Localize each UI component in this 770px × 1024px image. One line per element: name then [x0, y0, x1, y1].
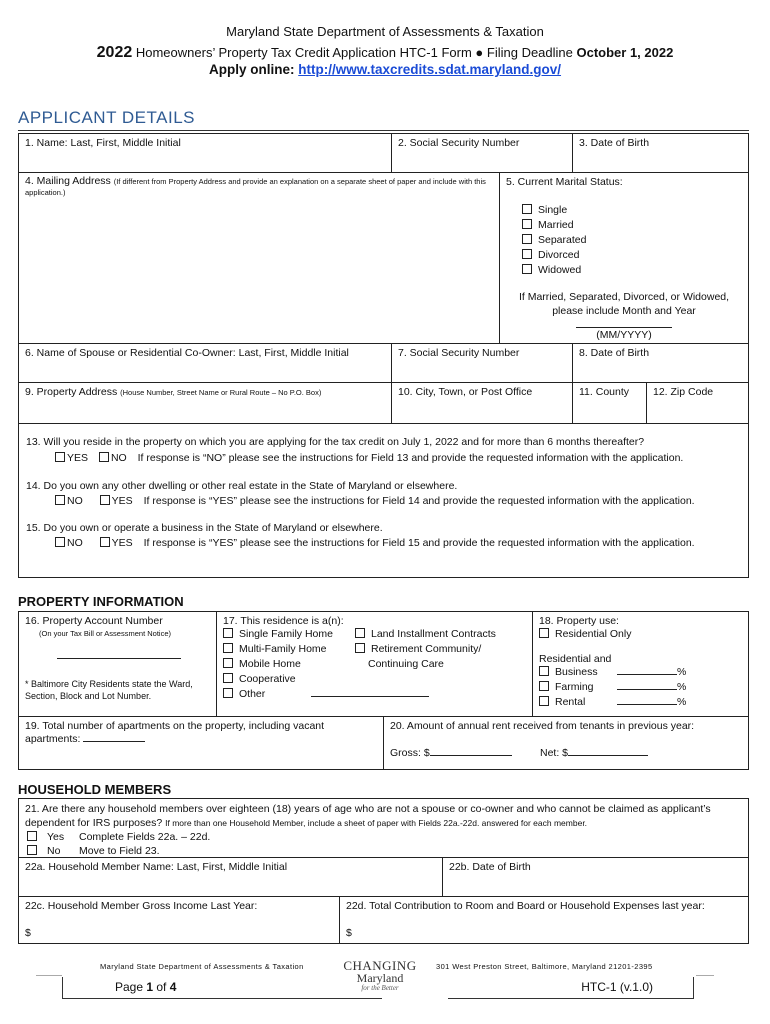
page-total: 4	[169, 980, 177, 994]
net-rent[interactable]	[540, 747, 648, 759]
questions-box	[18, 423, 749, 578]
field-3-dob[interactable]	[572, 133, 749, 173]
marital-option-divorced[interactable]	[522, 248, 586, 263]
net-line[interactable]	[568, 755, 648, 756]
checkbox[interactable]	[522, 264, 532, 274]
section-rule	[18, 130, 749, 131]
filing-deadline: October 1, 2022	[576, 45, 674, 60]
res-option-label: Retirement Community/	[371, 643, 482, 655]
checkbox[interactable]	[355, 628, 365, 638]
marital-option-married[interactable]	[522, 218, 586, 233]
marital-option-label: Separated	[538, 234, 587, 246]
form-title	[0, 44, 770, 62]
percent-line[interactable]	[617, 689, 677, 690]
apply-online-label: Apply online:	[208, 62, 299, 77]
question-14: 14. Do you own any other dwelling or other real estate in the State of Maryland or elsewhere.	[26, 480, 458, 492]
field-20-annual-rent	[383, 716, 749, 770]
answer-label: No	[47, 845, 61, 857]
field-17-label: 17. This residence is a(n):	[223, 615, 344, 627]
gross-label: Gross: $	[390, 747, 430, 759]
marital-date-format: (MM/YYYY)	[596, 329, 652, 341]
checkbox-15-yes[interactable]	[100, 537, 110, 547]
use-label: Residential Only	[555, 628, 632, 640]
checkbox[interactable]	[355, 643, 365, 653]
question-21-note: If more than one Household Member, include a sheet of paper with Fields 22a.-22d. answered for each member.	[165, 818, 588, 828]
res-option-label: Other	[239, 688, 266, 700]
answer-label: Yes	[47, 831, 65, 843]
answer-no: NO	[67, 495, 83, 507]
answer-yes: YES	[111, 495, 133, 507]
form-version: HTC-1 (v.1.0)	[448, 977, 694, 999]
percent-line[interactable]	[617, 674, 677, 675]
form-title-text: Homeowners’ Property Tax Credit Application HTC-1 Form ● Filing Deadline	[132, 45, 577, 60]
field-10-city[interactable]	[391, 382, 573, 424]
field-2-ssn[interactable]	[391, 133, 573, 173]
question-13-answers	[55, 452, 683, 464]
answer-note: Move to Field 23.	[79, 845, 160, 857]
field-22b-member-dob[interactable]	[442, 857, 749, 897]
field-22c-member-income[interactable]	[18, 896, 340, 944]
checkbox[interactable]	[522, 249, 532, 259]
marital-option-widowed[interactable]	[522, 263, 586, 278]
logo-line-2: Maryland	[356, 971, 404, 985]
res-option-cooperative[interactable]	[223, 672, 429, 687]
checkbox[interactable]	[539, 696, 549, 706]
answer-yes: YES	[67, 452, 89, 464]
field-22a-member-name[interactable]	[18, 857, 443, 897]
question-21-text: 21. Are there any household members over eighteen (18) years of age who are not a spouse or co-owner and who cannot be claimed as applicant’s dependent for IRS purposes?	[25, 803, 711, 829]
percent-line[interactable]	[617, 704, 677, 705]
percent-sign: %	[677, 696, 687, 708]
use-rental[interactable]	[539, 695, 742, 710]
marital-note: If Married, Separated, Divorced, or Widowed, please include Month and Year	[518, 291, 730, 317]
answer-no: NO	[110, 452, 127, 464]
field-3-label: 3. Date of Birth	[579, 137, 650, 149]
answer-note: Complete Fields 22a. – 22d.	[79, 831, 211, 843]
percent-sign: %	[677, 681, 687, 693]
checkbox[interactable]	[539, 628, 549, 638]
field-11-label: 11. County	[579, 386, 630, 398]
checkbox[interactable]	[223, 628, 233, 638]
res-option-label: Land Installment Contracts	[371, 628, 496, 640]
field-22d-label: 22d. Total Contribution to Room and Board or Household Expenses last year:	[346, 900, 705, 912]
checkbox[interactable]	[223, 658, 233, 668]
res-option-label: Cooperative	[239, 673, 296, 685]
question-15: 15. Do you own or operate a business in the State of Maryland or elsewhere.	[26, 522, 383, 534]
field-9-label: 9. Property Address	[25, 386, 118, 398]
field-22b-label: 22b. Date of Birth	[449, 861, 531, 873]
field-16-account-number[interactable]	[18, 611, 217, 717]
checkbox[interactable]	[539, 666, 549, 676]
field-18-property-use	[532, 611, 749, 717]
answer-21-yes[interactable]	[27, 830, 742, 844]
use-farming[interactable]	[539, 680, 742, 695]
footer-rule-left	[36, 975, 62, 976]
marital-option-label: Widowed	[538, 264, 582, 276]
logo-line-3: for the Better	[361, 984, 399, 992]
apartments-line[interactable]	[83, 741, 145, 742]
marital-option-single[interactable]	[522, 203, 586, 218]
res-option-other[interactable]	[223, 687, 429, 702]
field-12-zip[interactable]	[646, 382, 749, 424]
apply-online-link[interactable]: http://www.taxcredits.sdat.maryland.gov/	[298, 62, 562, 77]
checkbox[interactable]	[522, 219, 532, 229]
field-5-marital-status	[499, 172, 749, 344]
gross-rent[interactable]	[390, 747, 512, 759]
apply-online	[0, 62, 770, 77]
answer-21-no[interactable]	[27, 844, 742, 858]
footer-rule-right	[696, 975, 714, 976]
field-2-label: 2. Social Security Number	[398, 137, 520, 149]
field-6-spouse-name[interactable]	[18, 343, 392, 383]
field-8-label: 8. Date of Birth	[579, 347, 650, 359]
checkbox[interactable]	[223, 673, 233, 683]
field-16-note: (On your Tax Bill or Assessment Notice)	[39, 629, 171, 638]
use-residential-only[interactable]	[539, 628, 742, 640]
account-number-line[interactable]	[57, 658, 181, 659]
field-1-label: 1. Name: Last, First, Middle Initial	[25, 137, 181, 149]
field-10-label: 10. City, Town, or Post Office	[398, 386, 533, 398]
field-22c-label: 22c. Household Member Gross Income Last Year:	[25, 900, 258, 912]
question-14-answers	[55, 495, 695, 507]
field-8-dob[interactable]	[572, 343, 749, 383]
use-label: Farming	[555, 681, 594, 693]
checkbox[interactable]	[223, 688, 233, 698]
field-9-property-address[interactable]	[18, 382, 392, 424]
page-current: 1	[146, 980, 154, 994]
dollar-sign: $	[25, 927, 31, 939]
checkbox[interactable]	[522, 204, 532, 214]
question-15-note: If response is “YES” please see the instructions for Field 15 and provide the requested information with the application.	[143, 537, 695, 549]
footer-address: 301 West Preston Street, Baltimore, Maryland 21201-2395	[436, 962, 653, 971]
question-14-note: If response is “YES” please see the instructions for Field 14 and provide the requested information with the application.	[143, 495, 695, 507]
field-16-baltimore-note: * Baltimore City Residents state the Ward, Section, Block and Lot Number.	[25, 679, 193, 701]
field-4-mailing-address[interactable]	[18, 172, 500, 344]
marital-option-label: Single	[538, 204, 568, 216]
field-18-label: 18. Property use:	[539, 615, 619, 627]
field-22a-label: 22a. Household Member Name: Last, First, Middle Initial	[25, 861, 288, 873]
field-4-note: (If different from Property Address and provide an explanation on a separate sheet of paper and include with this application.)	[25, 177, 486, 197]
field-12-label: 12. Zip Code	[653, 386, 714, 398]
use-label: Business	[555, 666, 598, 678]
question-13-note: If response is “NO” please see the instructions for Field 13 and provide the requested information with the application.	[137, 452, 684, 464]
field-19-label: 19. Total number of apartments on the property, including vacant apartments:	[25, 720, 325, 745]
field-1-name[interactable]	[18, 133, 392, 173]
section-title-applicant: APPLICANT DETAILS	[18, 108, 195, 127]
res-option-retirement[interactable]	[355, 642, 496, 657]
marital-option-separated[interactable]	[522, 233, 586, 248]
field-4-label: 4. Mailing Address	[25, 175, 111, 187]
use-business[interactable]	[539, 665, 742, 680]
marital-option-label: Divorced	[538, 249, 580, 261]
checkbox[interactable]	[27, 845, 37, 855]
field-7-ssn[interactable]	[391, 343, 573, 383]
dollar-sign: $	[346, 927, 352, 939]
agency-title: Maryland State Department of Assessments & Taxation	[226, 24, 544, 39]
page-prefix: Page	[115, 980, 147, 994]
question-21	[18, 798, 749, 860]
residential-and-label: Residential and	[539, 653, 612, 665]
question-15-answers	[55, 537, 695, 549]
field-22d-member-contribution[interactable]	[339, 896, 749, 944]
field-7-label: 7. Social Security Number	[398, 347, 520, 359]
res-option-land-installment[interactable]	[355, 627, 496, 642]
logo-line-1: CHANGING	[343, 958, 417, 973]
checkbox-14-yes[interactable]	[100, 495, 110, 505]
net-label: Net: $	[540, 747, 569, 759]
checkbox-13-yes[interactable]	[55, 452, 65, 462]
res-option-label: Mobile Home	[239, 658, 301, 670]
field-19-apartments[interactable]	[18, 716, 384, 770]
other-line[interactable]	[311, 696, 429, 697]
field-17-residence-type	[216, 611, 533, 717]
checkbox[interactable]	[27, 831, 37, 841]
section-title-household: HOUSEHOLD MEMBERS	[18, 782, 172, 797]
checkbox[interactable]	[223, 643, 233, 653]
gross-line[interactable]	[430, 755, 512, 756]
res-option-label: Multi-Family Home	[239, 643, 327, 655]
checkbox[interactable]	[539, 681, 549, 691]
page-number	[62, 977, 382, 999]
field-20-label: 20. Amount of annual rent received from tenants in previous year:	[390, 720, 695, 732]
answer-yes: YES	[111, 537, 133, 549]
marital-date-line[interactable]	[576, 319, 672, 328]
percent-sign: %	[677, 666, 687, 678]
use-label: Rental	[555, 696, 586, 708]
checkbox[interactable]	[522, 234, 532, 244]
field-16-label: 16. Property Account Number	[25, 615, 163, 627]
page-of: of	[153, 980, 170, 994]
marital-option-label: Married	[538, 219, 574, 231]
field-9-note: (House Number, Street Name or Rural Route – No P.O. Box)	[120, 388, 322, 397]
res-option-continuing-care: Continuing Care	[368, 658, 444, 670]
checkbox-13-no[interactable]	[99, 452, 109, 462]
answer-no: NO	[67, 537, 83, 549]
checkbox-15-no[interactable]	[55, 537, 65, 547]
field-6-label: 6. Name of Spouse or Residential Co-Owner: Last, First, Middle Initial	[25, 347, 349, 359]
footer-agency: Maryland State Department of Assessments & Taxation	[100, 962, 304, 971]
form-year: 2022	[96, 44, 133, 61]
section-title-property: PROPERTY INFORMATION	[18, 594, 184, 609]
question-13: 13. Will you reside in the property on which you are applying for the tax credit on July 1, 2022 and for more than 6 months thereafter?	[26, 436, 645, 448]
checkbox-14-no[interactable]	[55, 495, 65, 505]
field-11-county[interactable]	[572, 382, 647, 424]
res-option-label: Single Family Home	[239, 628, 333, 640]
field-5-label: 5. Current Marital Status:	[506, 176, 623, 188]
